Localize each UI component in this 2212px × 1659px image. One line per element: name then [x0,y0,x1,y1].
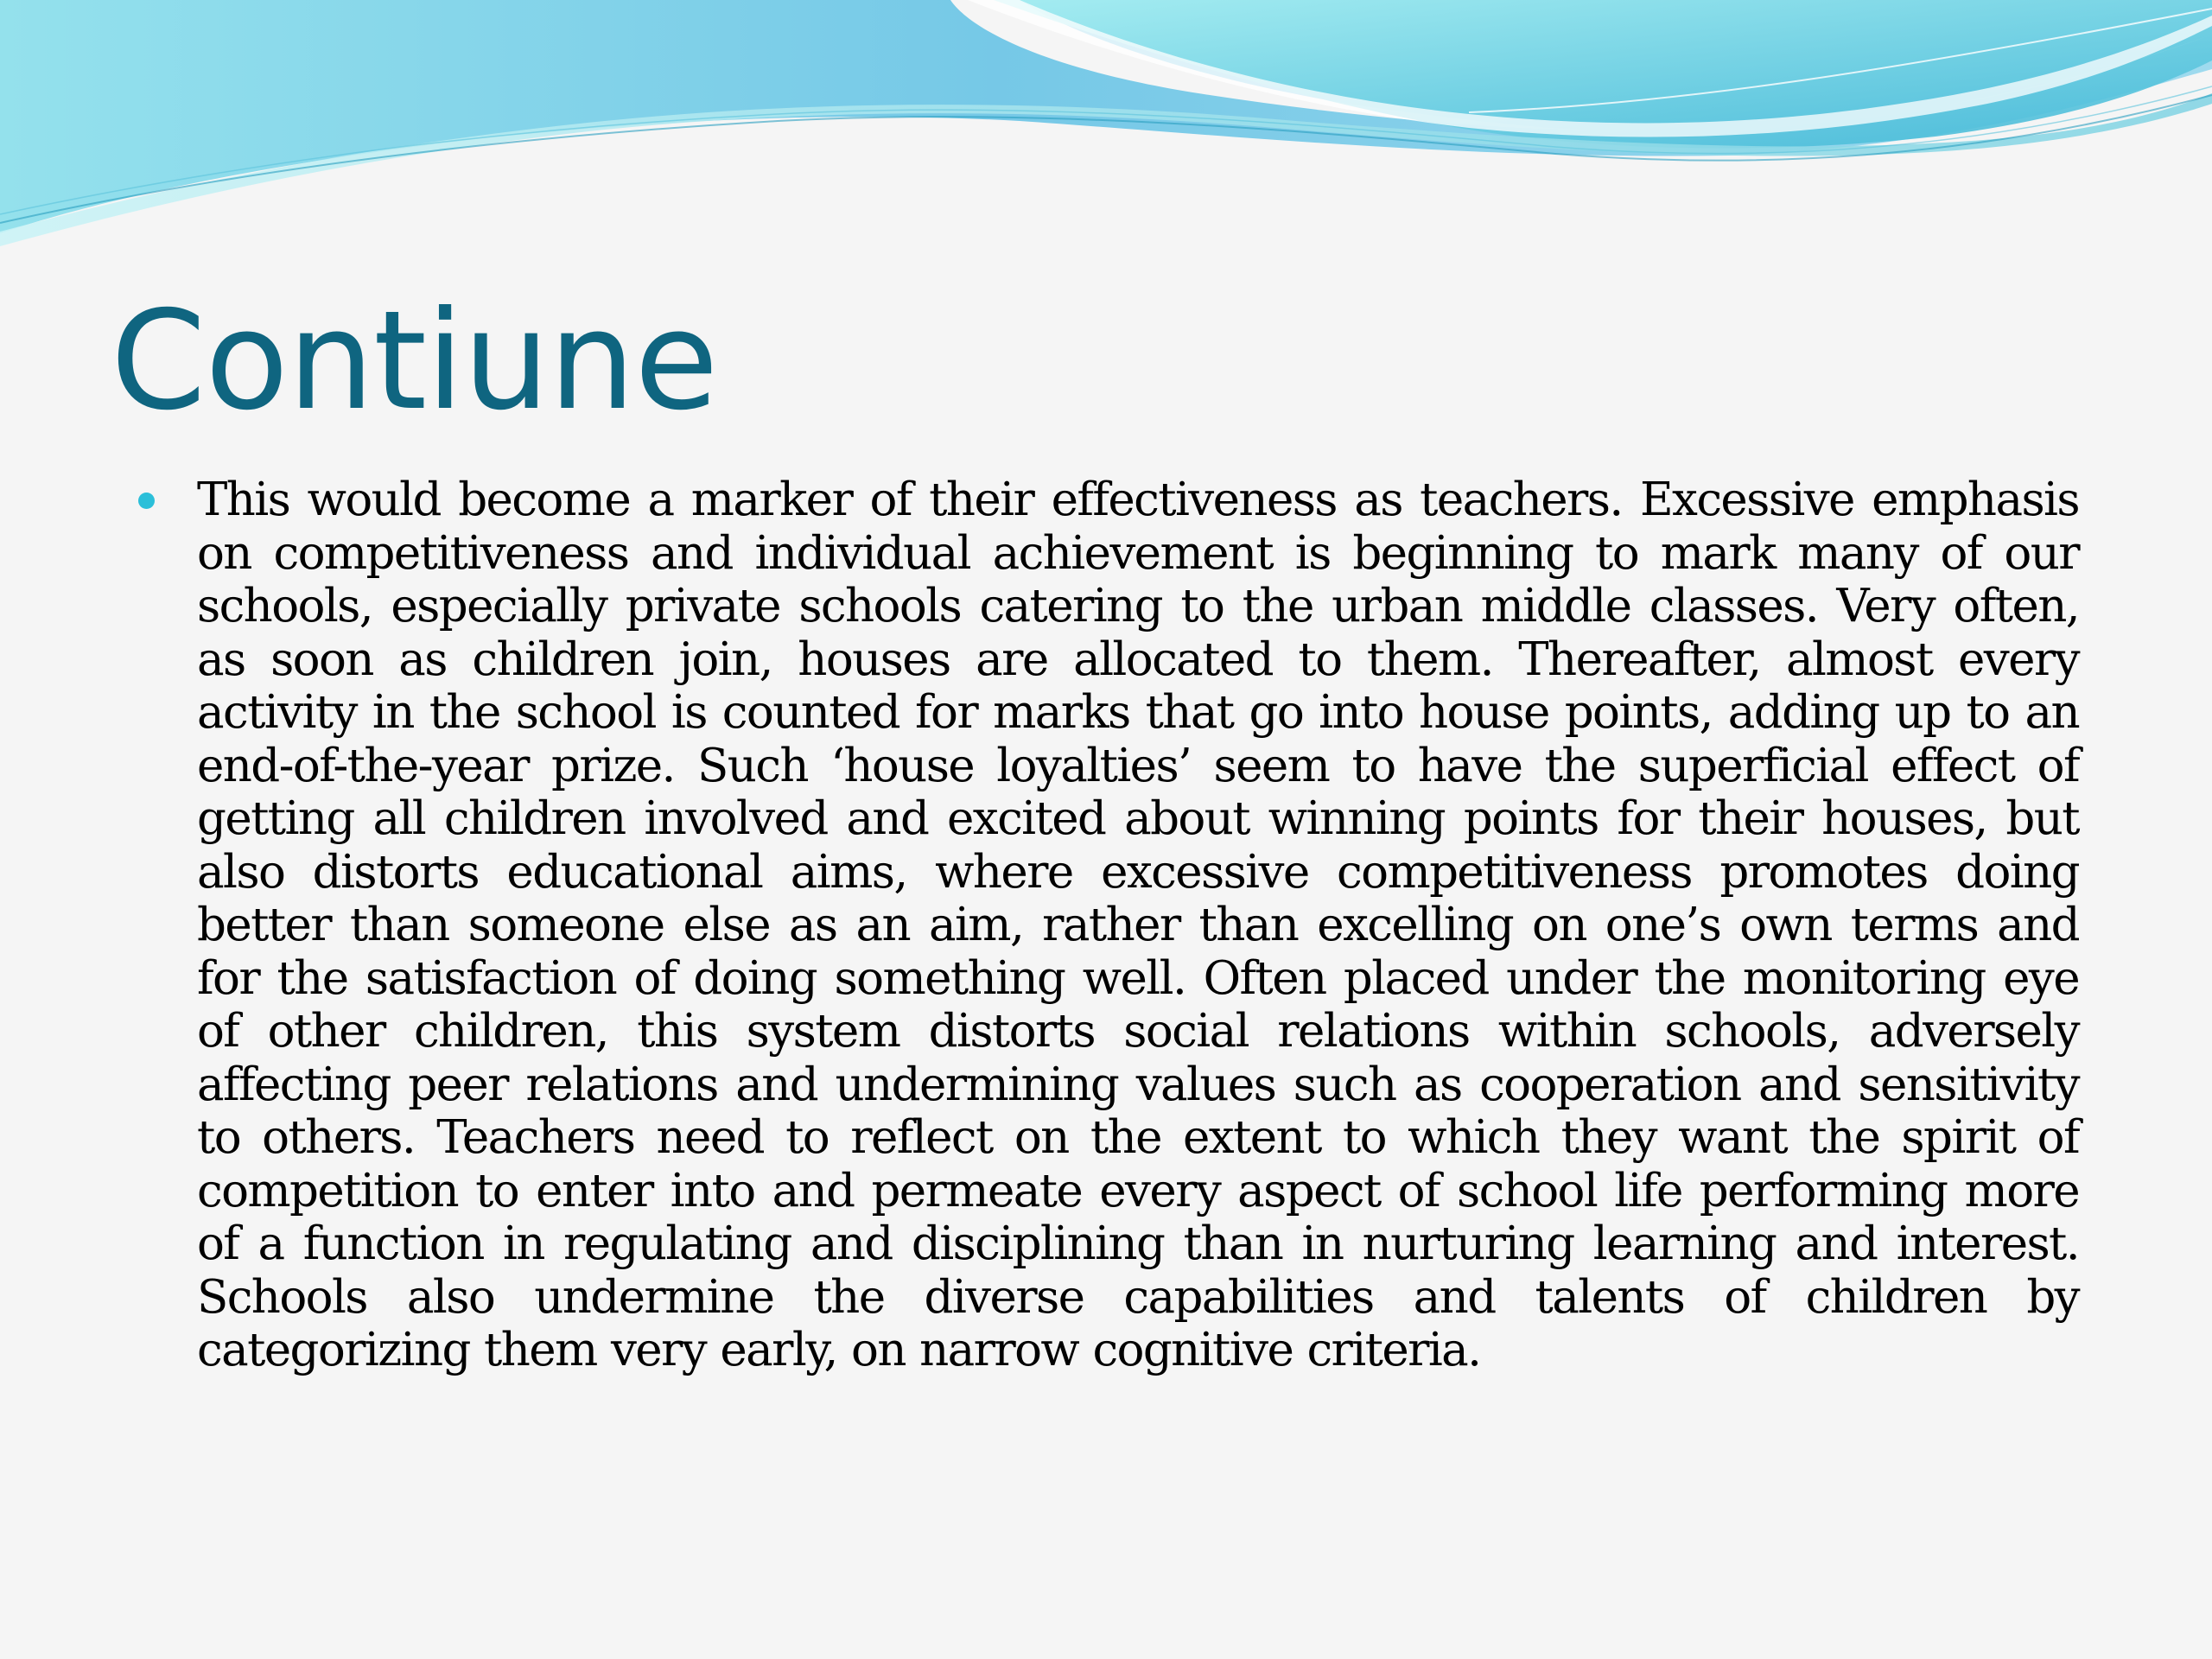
bullet-dot-icon [138,493,155,509]
bullet-list [138,474,2079,1377]
bullet-text: This would become a marker of their effectiveness as teachers. Excessive emphasis on competitiveness and individual achievement is beginning to mark many of our schools, especially private schools catering to the urban middle classes. Very often, as soon as children join, houses are allocated to them. Thereafter, almost every activity in the school is counted for marks that go into house points, adding up to an end-of-the-year prize. Such ‘house loyalties’ seem to have the superficial effect of getting all children involved and excited about winning points for their houses, but also distorts educational aims, where excessive competitiveness promotes doing better than someone else as an aim, rather than excelling on one’s own terms and for the satisfaction of doing something well. Often placed under the monitoring eye of other children, this system distorts social relations within schools, adversely affecting peer relations and undermining values such as cooperation and sensitivity to others. Teachers need to reflect on the extent to which they want the spirit of competition to enter into and permeate every aspect of school life performing more of a function in regulating and disciplining than in nurturing learning and interest. Schools also undermine the diverse capabilities and talents of children by categorizing them very early, on narrow cognitive criteria. [197,474,2079,1376]
header-wave-decoration [0,0,2212,259]
list-item [138,474,2079,1377]
slide-title: Contiune [111,282,718,441]
